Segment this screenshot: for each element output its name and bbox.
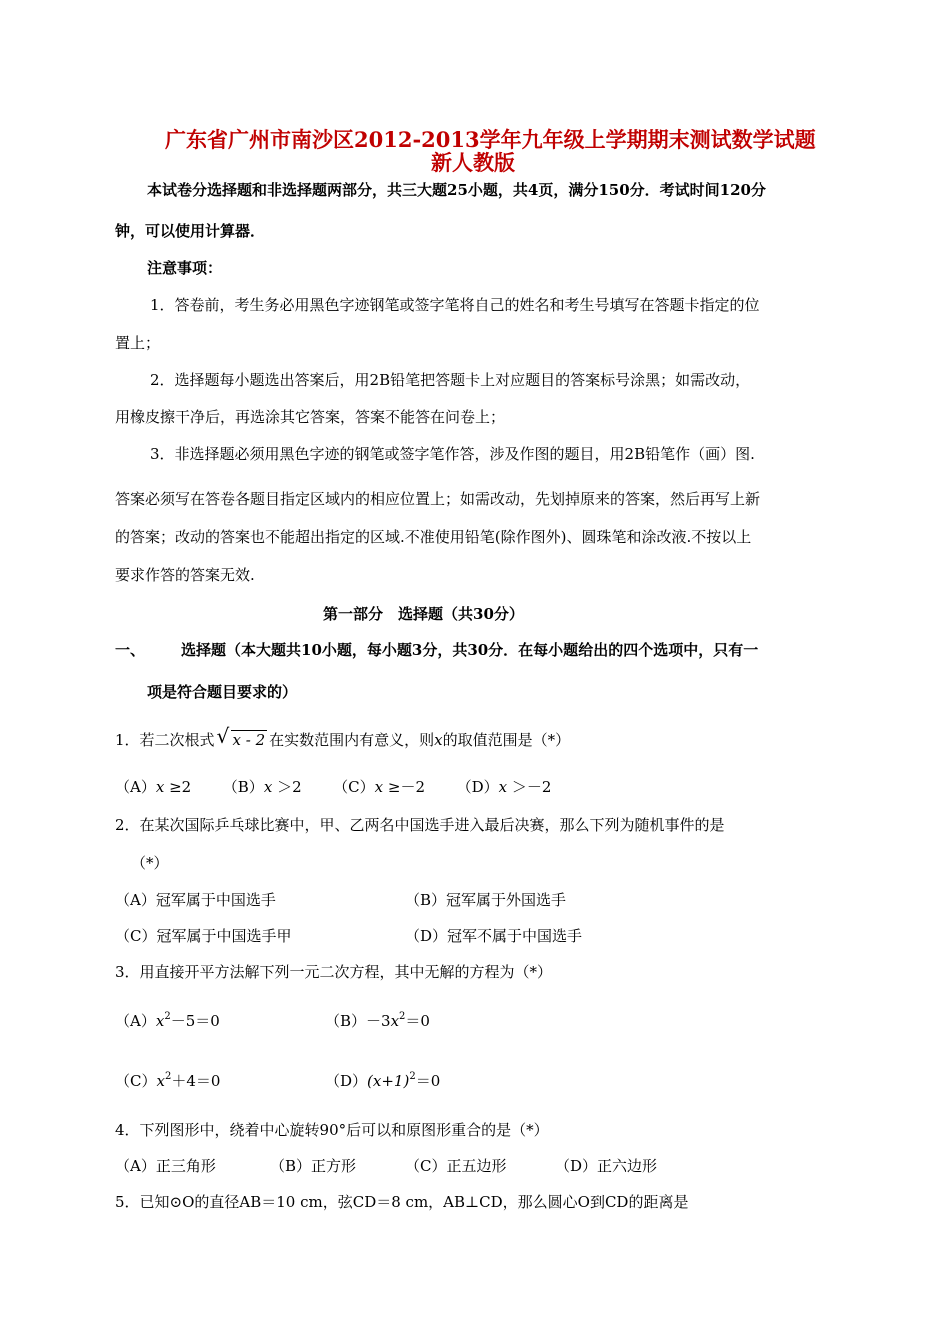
exponent: 2 [164,1071,172,1082]
option-label: （C） [333,778,375,796]
question-5-stem: 5．已知⊙O的直径AB＝10 cm，弦CD＝8 cm，AB⊥CD，那么圆心O到CD的距离是 [115,1193,689,1211]
option-label: （C） [115,1072,157,1090]
note1-line2: 置上； [115,334,161,352]
option-label: （A） [115,778,156,796]
option-expression: (x+1) [367,1072,410,1090]
intro-line2: 钟，可以使用计算器． [115,222,266,240]
note1-line1: 1．答卷前，考生务必用黑色字迹钢笔或签字笔将自己的姓名和考生号填写在答题卡指定的位 [150,296,760,314]
q4-option-b: （B）正方形 [270,1157,357,1175]
question-4-stem: 4．下列图形中，绕着中心旋转90°后可以和原图形重合的是（*） [115,1121,549,1139]
radical-sign-icon: √ [216,724,230,748]
q2-option-b: （B）冠军属于外国选手 [405,891,567,909]
q3-option-b [325,1011,430,1034]
note2-line2: 用橡皮擦干净后，再选涂其它答案，答案不能答在问卷上； [115,408,506,426]
option-label: （D） [456,778,499,796]
q2-option-d: （D）冠军不属于中国选手 [405,927,583,945]
option-label: （B）－3 [325,1012,391,1030]
q2-option-a: （A）冠军属于中国选手 [115,891,276,909]
note3-line3: 的答案；改动的答案也不能超出指定的区域.不准使用铅笔(除作图外)、圆珠笔和涂改液.不按以上 [115,528,752,546]
option-var: x [263,778,273,796]
option-label: （D） [325,1072,368,1090]
option-var: x [498,778,508,796]
q2-option-c: （C）冠军属于中国选手甲 [115,927,292,945]
section-instructions-line2: 项是符合题目要求的） [147,683,298,701]
option-var: x [374,778,384,796]
q4-option-d: （D）正六边形 [555,1157,658,1175]
q3-option-c [115,1071,220,1094]
exponent: 2 [399,1011,406,1022]
notes-heading: 注意事项： [147,259,223,277]
q1-middle: 在实数范围内有意义，则 [269,731,435,749]
exponent: 2 [409,1071,416,1082]
sqrt-expression [216,724,268,750]
note3-line1: 3．非选择题必须用黑色字迹的钢笔或签字笔作答，涉及作图的题目，用2B铅笔作（画）图. [150,445,755,463]
section-instructions-line1: 选择题（本大题共10小题，每小题3分，共30分．在每小题给出的四个选项中，只有一 [181,641,759,659]
note3-line2: 答案必须写在答卷各题目指定区域内的相应位置上；如需改动，先划掉原来的答案，然后再写上新 [115,490,761,508]
q4-option-c: （C）正五边形 [405,1157,507,1175]
q1-radicand: x - 2 [232,731,266,749]
part1-heading: 第一部分 选择题（共30分） [323,605,524,623]
q3-option-a [115,1011,220,1034]
option-rel: ≥2 [169,778,192,796]
option-var: x [156,1072,165,1090]
q1-variable: x [434,731,443,749]
q1-option-c [333,778,425,796]
option-var: x [390,1012,400,1030]
option-rest: ＝0 [405,1012,430,1030]
exponent: 2 [164,1011,171,1022]
q1-option-d [457,778,552,796]
q4-option-a: （A）正三角形 [115,1157,216,1175]
intro-line1: 本试卷分选择题和非选择题两部分，共三大题25小题，共4页，满分150分．考试时间120分 [147,181,766,199]
option-rest: －5＝0 [170,1012,220,1030]
question-2-stem-line1: 2．在某次国际乒乓球比赛中，甲、乙两名中国选手进入最后决赛，那么下列为随机事件的是 [115,816,725,834]
question-1-stem [115,724,571,750]
q1-suffix: 的取值范围是（*） [442,731,571,749]
note2-line1: 2．选择题每小题选出答案后，用2B铅笔把答题卡上对应题目的答案标号涂黑；如需改动， [150,371,751,389]
option-rest: ＋4＝0 [171,1072,221,1090]
exam-title-line2: 新人教版 [431,150,515,175]
option-rest: ＝0 [415,1072,441,1090]
q1-option-b [223,778,302,796]
q3-option-d [325,1071,440,1094]
section-number: 一、 [115,641,146,659]
option-var: x [155,778,165,796]
question-2-stem-line2: （*） [131,854,169,872]
option-label: （A） [115,1012,156,1030]
option-var: x [155,1012,165,1030]
question-1-options [115,777,551,797]
option-rel: ≥－2 [387,778,426,796]
question-3-stem: 3．用直接开平方法解下列一元二次方程，其中无解的方程为（*） [115,963,553,981]
q1-prefix: 1．若二次根式 [115,731,215,749]
exam-title-line1: 广东省广州市南沙区2012-2013学年九年级上学期期末测试数学试题 [165,127,816,152]
option-rel: ＞2 [277,778,302,796]
option-rel: ＞－2 [511,778,552,796]
option-label: （B） [222,778,264,796]
note3-line4: 要求作答的答案无效. [115,566,255,584]
q1-option-a [115,778,191,796]
